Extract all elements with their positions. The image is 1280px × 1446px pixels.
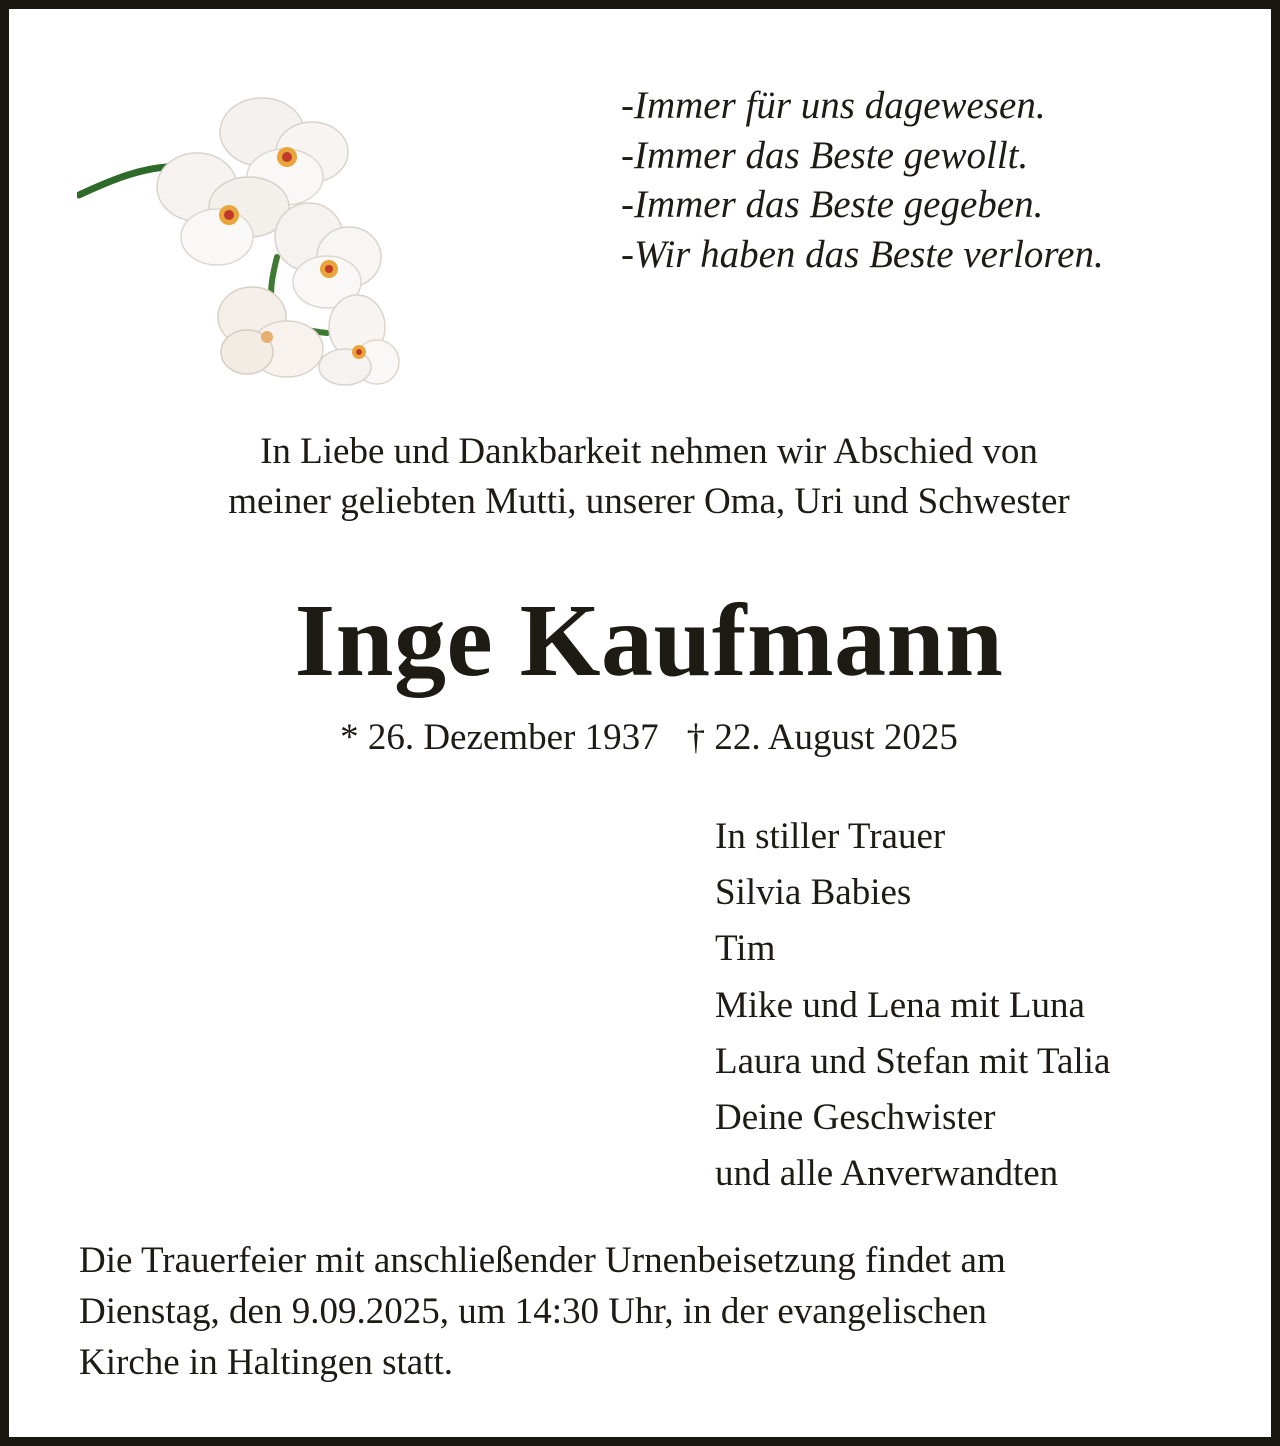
birth-date: * 26. Dezember 1937 [340, 717, 659, 758]
ceremony-info [79, 1235, 1239, 1388]
mourner-line: Laura und Stefan mit Talia [715, 1040, 1111, 1082]
death-date: † 22. August 2025 [686, 717, 958, 758]
life-dates [9, 713, 1280, 763]
ceremony-line: Dienstag, den 9.09.2025, um 14:30 Uhr, in der evangelischen [79, 1291, 987, 1332]
poem-line: -Immer das Beste gewollt. [621, 133, 1029, 177]
poem [621, 81, 1261, 279]
mourner-line: Deine Geschwister [715, 1097, 996, 1139]
mourner-line: Mike und Lena mit Luna [715, 984, 1085, 1026]
ceremony-line: Die Trauerfeier mit anschließender Urnenbeisetzung findet am [79, 1240, 1006, 1281]
poem-line: -Immer für uns dagewesen. [621, 84, 1046, 127]
intro-text [9, 427, 1280, 527]
mourner-line: Tim [715, 928, 776, 970]
mourner-line: und alle Anverwandten [715, 1153, 1059, 1195]
mourner-line: In stiller Trauer [715, 816, 946, 857]
intro-line: In Liebe und Dankbarkeit nehmen wir Abschied von [260, 431, 1038, 472]
ceremony-line: Kirche in Haltingen statt. [79, 1342, 454, 1383]
mourner-line: Silvia Babies [715, 872, 912, 914]
mourners-list [715, 809, 1255, 1202]
poem-line: -Immer das Beste gegeben. [621, 183, 1044, 226]
poem-line: -Wir haben das Beste verloren. [621, 232, 1104, 276]
intro-line: meiner geliebten Mutti, unserer Oma, Uri und Schwester [228, 481, 1070, 522]
deceased-name: Inge Kaufmann [294, 583, 1004, 698]
orchid-icon [77, 87, 402, 387]
